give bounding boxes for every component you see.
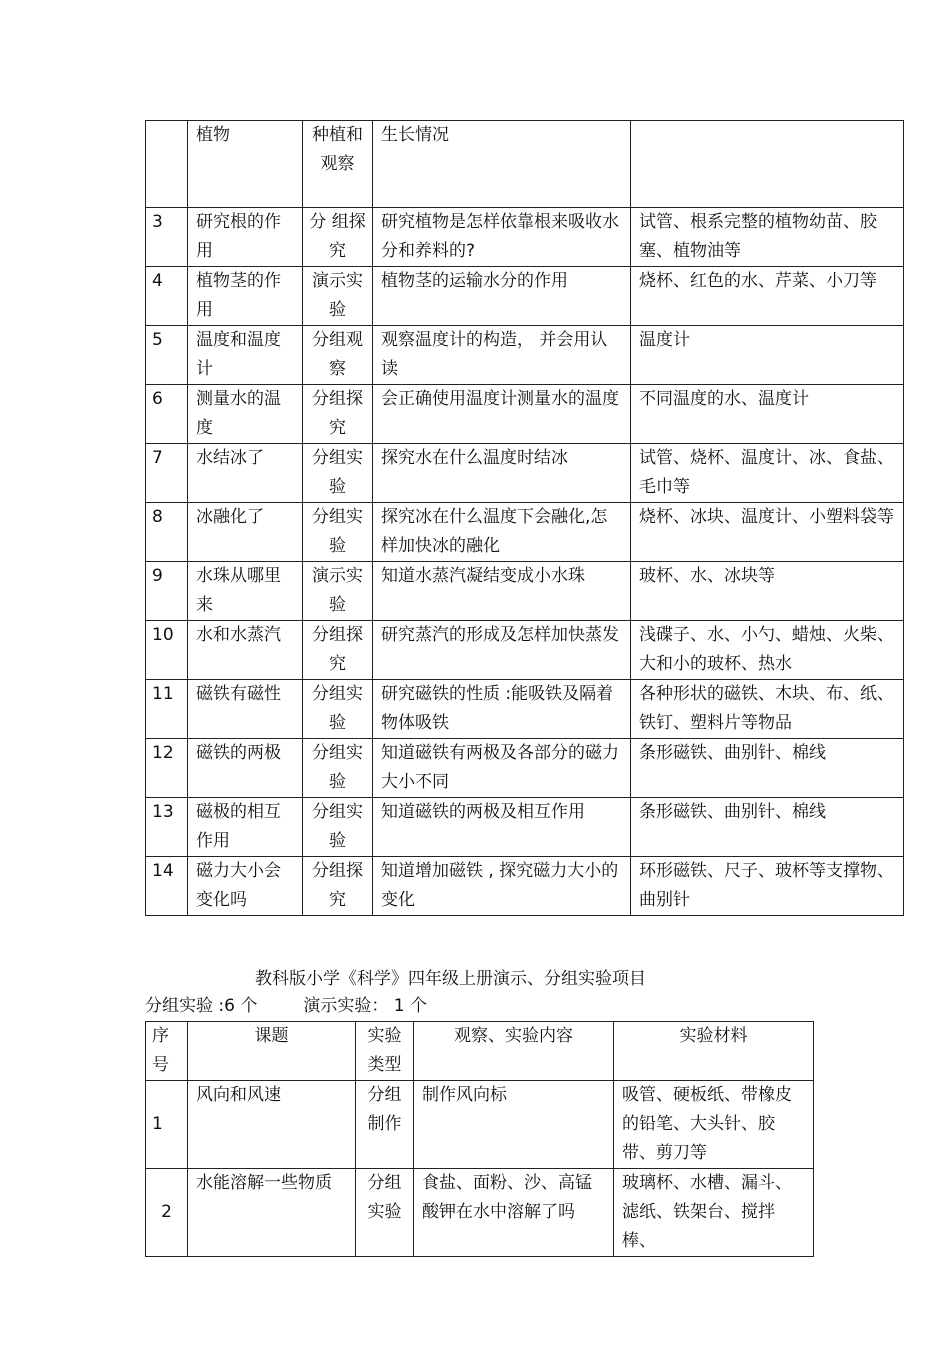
row-topic: 风向和风速 bbox=[188, 1081, 356, 1169]
table-row bbox=[146, 385, 904, 444]
row-content: 观察温度计的构造， 并会用认读 bbox=[373, 326, 631, 385]
row-topic: 测量水的温度 bbox=[188, 385, 303, 444]
row-type: 演示实验 bbox=[303, 267, 373, 326]
table-row bbox=[146, 1081, 814, 1169]
row-number bbox=[146, 121, 188, 208]
demo-experiment-count: 演示实验： 1 个 bbox=[303, 996, 427, 1016]
row-type: 分组实验 bbox=[356, 1169, 414, 1257]
row-topic: 温度和温度计 bbox=[188, 326, 303, 385]
table-row bbox=[146, 680, 904, 739]
row-materials: 试管、根系完整的植物幼苗、胶塞、植物油等 bbox=[631, 208, 904, 267]
table-row bbox=[146, 326, 904, 385]
header-number: 序号 bbox=[146, 1022, 188, 1081]
row-materials: 各种形状的磁铁、木块、布、纸、铁钉、塑料片等物品 bbox=[631, 680, 904, 739]
row-number: 12 bbox=[146, 739, 188, 798]
row-type: 分组实验 bbox=[303, 739, 373, 798]
row-content: 食盐、面粉、沙、高锰酸钾在水中溶解了吗 bbox=[414, 1169, 614, 1257]
row-topic: 磁铁有磁性 bbox=[188, 680, 303, 739]
row-type: 分组探究 bbox=[303, 857, 373, 916]
row-materials: 烧杯、冰块、温度计、小塑料袋等 bbox=[631, 503, 904, 562]
table-row bbox=[146, 857, 904, 916]
row-type: 分组探究 bbox=[303, 385, 373, 444]
row-materials: 环形磁铁、尺子、玻杯等支撑物、曲别针 bbox=[631, 857, 904, 916]
row-number: 5 bbox=[146, 326, 188, 385]
row-content: 研究植物是怎样依靠根来吸收水分和养料的? bbox=[373, 208, 631, 267]
row-type: 分组实验 bbox=[303, 444, 373, 503]
row-topic: 植物 bbox=[188, 121, 303, 208]
row-topic: 磁力大小会变化吗 bbox=[188, 857, 303, 916]
table-row bbox=[146, 798, 904, 857]
experiment-table-continued bbox=[145, 120, 904, 916]
row-type: 分组实验 bbox=[303, 798, 373, 857]
row-topic: 水结冰了 bbox=[188, 444, 303, 503]
row-number: 7 bbox=[146, 444, 188, 503]
table-row bbox=[146, 208, 904, 267]
table-row bbox=[146, 739, 904, 798]
table-row bbox=[146, 1169, 814, 1257]
table-row bbox=[146, 444, 904, 503]
header-content: 观察、实验内容 bbox=[414, 1022, 614, 1081]
row-number: 8 bbox=[146, 503, 188, 562]
row-type: 演示实验 bbox=[303, 562, 373, 621]
experiment-table-grade4 bbox=[145, 1021, 814, 1257]
row-topic: 磁极的相互作用 bbox=[188, 798, 303, 857]
row-number: 11 bbox=[146, 680, 188, 739]
row-number: 10 bbox=[146, 621, 188, 680]
header-topic: 课题 bbox=[188, 1022, 356, 1081]
row-content: 制作风向标 bbox=[414, 1081, 614, 1169]
row-number: 13 bbox=[146, 798, 188, 857]
section-title: 教科版小学《科学》四年级上册演示、分组实验项目 bbox=[255, 969, 646, 989]
header-type: 实验类型 bbox=[356, 1022, 414, 1081]
row-type: 分 组探究 bbox=[303, 208, 373, 267]
row-materials: 条形磁铁、曲别针、棉线 bbox=[631, 798, 904, 857]
experiment-counts bbox=[145, 993, 427, 1019]
row-content: 生长情况 bbox=[373, 121, 631, 208]
row-number: 9 bbox=[146, 562, 188, 621]
row-content: 会正确使用温度计测量水的温度 bbox=[373, 385, 631, 444]
table-row bbox=[146, 621, 904, 680]
row-content: 探究水在什么温度时结冰 bbox=[373, 444, 631, 503]
row-number: 1 bbox=[146, 1081, 188, 1169]
group-experiment-count: 分组实验 :6 个 bbox=[145, 996, 258, 1016]
row-content: 研究蒸汽的形成及怎样加快蒸发 bbox=[373, 621, 631, 680]
row-materials: 玻璃杯、水槽、漏斗、滤纸、铁架台、搅拌棒、 bbox=[614, 1169, 814, 1257]
row-number: 2 bbox=[146, 1169, 188, 1257]
row-content: 知道磁铁有两极及各部分的磁力大小不同 bbox=[373, 739, 631, 798]
row-type: 分组探究 bbox=[303, 621, 373, 680]
table-row bbox=[146, 562, 904, 621]
row-content: 知道水蒸汽凝结变成小水珠 bbox=[373, 562, 631, 621]
row-materials bbox=[631, 121, 904, 208]
table-row bbox=[146, 121, 904, 208]
row-number: 14 bbox=[146, 857, 188, 916]
row-topic: 研究根的作用 bbox=[188, 208, 303, 267]
row-materials: 条形磁铁、曲别针、棉线 bbox=[631, 739, 904, 798]
row-number: 6 bbox=[146, 385, 188, 444]
row-topic: 冰融化了 bbox=[188, 503, 303, 562]
row-type: 分组观察 bbox=[303, 326, 373, 385]
row-topic: 磁铁的两极 bbox=[188, 739, 303, 798]
row-materials: 玻杯、水、冰块等 bbox=[631, 562, 904, 621]
row-materials: 浅碟子、水、小勺、蜡烛、火柴、大和小的玻杯、热水 bbox=[631, 621, 904, 680]
row-type: 分组制作 bbox=[356, 1081, 414, 1169]
row-number: 3 bbox=[146, 208, 188, 267]
row-materials: 试管、烧杯、温度计、冰、食盐、毛巾等 bbox=[631, 444, 904, 503]
row-materials: 吸管、硬板纸、带橡皮的铅笔、大头针、胶带、剪刀等 bbox=[614, 1081, 814, 1169]
row-content: 植物茎的运输水分的作用 bbox=[373, 267, 631, 326]
table-row bbox=[146, 267, 904, 326]
header-materials: 实验材料 bbox=[614, 1022, 814, 1081]
row-type: 分组实验 bbox=[303, 680, 373, 739]
row-materials: 不同温度的水、温度计 bbox=[631, 385, 904, 444]
table-header-row bbox=[146, 1022, 814, 1081]
row-content: 探究冰在什么温度下会融化,怎样加快冰的融化 bbox=[373, 503, 631, 562]
row-materials: 烧杯、红色的水、芹菜、小刀等 bbox=[631, 267, 904, 326]
row-topic: 水珠从哪里来 bbox=[188, 562, 303, 621]
row-topic: 水和水蒸汽 bbox=[188, 621, 303, 680]
row-content: 研究磁铁的性质 :能吸铁及隔着物体吸铁 bbox=[373, 680, 631, 739]
row-content: 知道磁铁的两极及相互作用 bbox=[373, 798, 631, 857]
table-row bbox=[146, 503, 904, 562]
row-topic: 植物茎的作用 bbox=[188, 267, 303, 326]
row-type: 分组实验 bbox=[303, 503, 373, 562]
row-number: 4 bbox=[146, 267, 188, 326]
row-materials: 温度计 bbox=[631, 326, 904, 385]
row-content: 知道增加磁铁 , 探究磁力大小的变化 bbox=[373, 857, 631, 916]
row-topic: 水能溶解一些物质 bbox=[188, 1169, 356, 1257]
row-type: 种植和观察 bbox=[303, 121, 373, 208]
